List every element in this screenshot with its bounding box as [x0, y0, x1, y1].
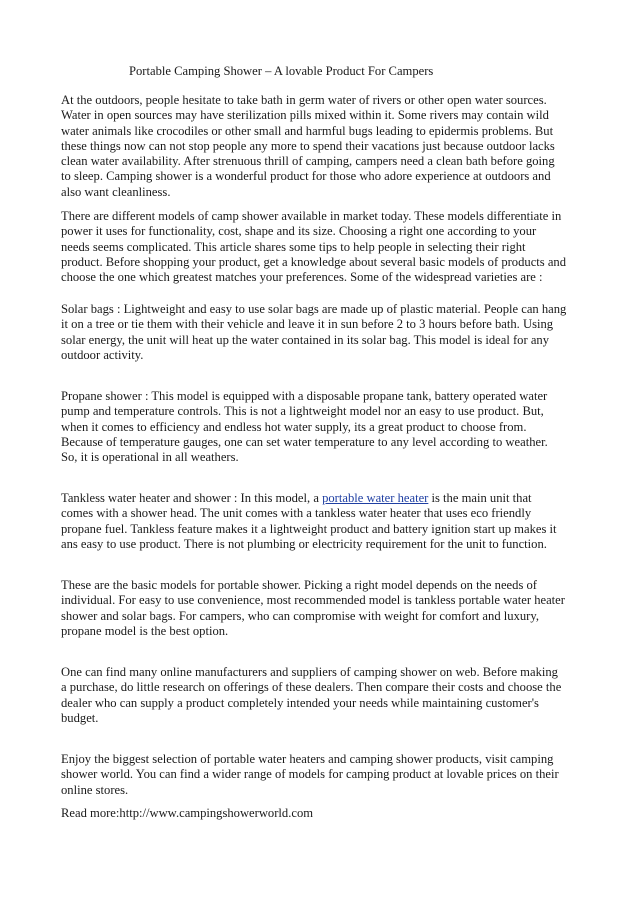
- paragraph-intro: [61, 93, 581, 200]
- text-line: Water in open sources may have sterilization pills mixed within it. Some rivers may contain wild: [61, 108, 549, 123]
- text-line: choose the one which greatest matches your preferences. Some of the widespread varieties are :: [61, 270, 543, 285]
- text-line: a purchase, do little research on offerings of these dealers. Then compare their costs and choose the: [61, 680, 562, 695]
- document-title: Portable Camping Shower – A lovable Product For Campers: [129, 64, 434, 78]
- text-line: [61, 491, 581, 506]
- text-line: dealer who can supply a product completely intended your needs while maintaining customer's: [61, 695, 539, 710]
- text-line: power it uses for functionality, cost, shape and its size. Choosing a right one according to your: [61, 224, 537, 239]
- text-line: solar energy, the unit will heat up the water contained in its solar bag. This model is ideal for any: [61, 332, 550, 347]
- text-segment: is the main unit that: [428, 491, 532, 505]
- text-line: it on a tree or tie them with their vehicle and leave it in sun before 2 to 3 hours before bath. Using: [61, 317, 554, 332]
- paragraph-propane-shower: [61, 389, 581, 465]
- paragraph-tankless-heater: [61, 491, 581, 552]
- read-more-url: Read more:http://www.campingshowerworld.com: [61, 806, 314, 820]
- paragraph-models-overview: [61, 209, 581, 285]
- text-line: outdoor activity.: [61, 347, 144, 362]
- text-line: propane fuel. Tankless feature makes it a lightweight product and battery ignition start up makes it: [61, 521, 557, 536]
- text-line: One can find many online manufacturers and suppliers of camping shower on web. Before making: [61, 665, 558, 679]
- text-line: These are the basic models for portable shower. Picking a right model depends on the needs of: [61, 578, 537, 592]
- text-line: to sleep. Camping shower is a wonderful product for those who adore experience at outdoors and: [61, 169, 551, 184]
- paragraph-read-more: [61, 806, 581, 821]
- text-line: There are different models of camp shower available in market today. These models differentiate in: [61, 209, 562, 223]
- text-line: budget.: [61, 710, 99, 725]
- text-segment: Tankless water heater and shower : In this model, a: [61, 491, 323, 505]
- text-line: Enjoy the biggest selection of portable water heaters and camping shower products, visit camping: [61, 752, 554, 766]
- text-line: Solar bags : Lightweight and easy to use solar bags are made up of plastic material. People can hang: [61, 302, 567, 316]
- text-line: product. Before shopping your product, get a knowledge about several basic models of products and: [61, 254, 567, 269]
- text-line: clean water availability. After strenuous thrill of camping, campers need a clean bath before going: [61, 154, 555, 169]
- text-line: ans easy to use product. There is not plumbing or electricity requirement for the unit to function.: [61, 536, 547, 551]
- paragraph-basic-models: [61, 578, 581, 639]
- text-line: comes with a shower head. The unit comes with a tankless water heater that uses eco friendly: [61, 506, 532, 521]
- text-line: shower and solar bags. For campers, who can compromise with weight for comfort and luxury,: [61, 608, 539, 623]
- text-line: Propane shower : This model is equipped with a disposable propane tank, battery operated water: [61, 389, 548, 403]
- text-line: these things now can not stop people any more to spend their vacations just because outdoor lacks: [61, 138, 555, 153]
- text-line: online stores.: [61, 782, 129, 797]
- paragraph-closing: [61, 752, 581, 798]
- text-line: water animals like crocodiles or other small and harmful bugs leading to epidermis problems. But: [61, 123, 554, 138]
- text-line: So, it is operational in all weathers.: [61, 450, 239, 465]
- paragraph-online-suppliers: [61, 665, 581, 726]
- paragraph-solar-bags: [61, 302, 581, 363]
- text-line: At the outdoors, people hesitate to take bath in germ water of rivers or other open water sources.: [61, 93, 547, 107]
- text-line: also want cleanliness.: [61, 184, 171, 199]
- portable-water-heater-link[interactable]: portable water heater: [322, 491, 429, 505]
- text-line: when it comes to efficiency and endless hot water supply, its a great product to choose from.: [61, 419, 527, 434]
- text-line: propane model is the best option.: [61, 623, 229, 638]
- text-line: individual. For easy to use convenience, most recommended model is tankless portable water heater: [61, 593, 565, 608]
- text-line: shower world. You can find a wider range of models for camping product at lovable prices on their: [61, 767, 559, 782]
- text-line: Because of temperature gauges, one can set water temperature to any level according to weather.: [61, 434, 548, 449]
- text-line: pump and temperature controls. This is not a lightweight model nor an easy to use product. But,: [61, 404, 544, 419]
- text-line: needs seems complicated. This article shares some tips to help people in selecting their right: [61, 239, 526, 254]
